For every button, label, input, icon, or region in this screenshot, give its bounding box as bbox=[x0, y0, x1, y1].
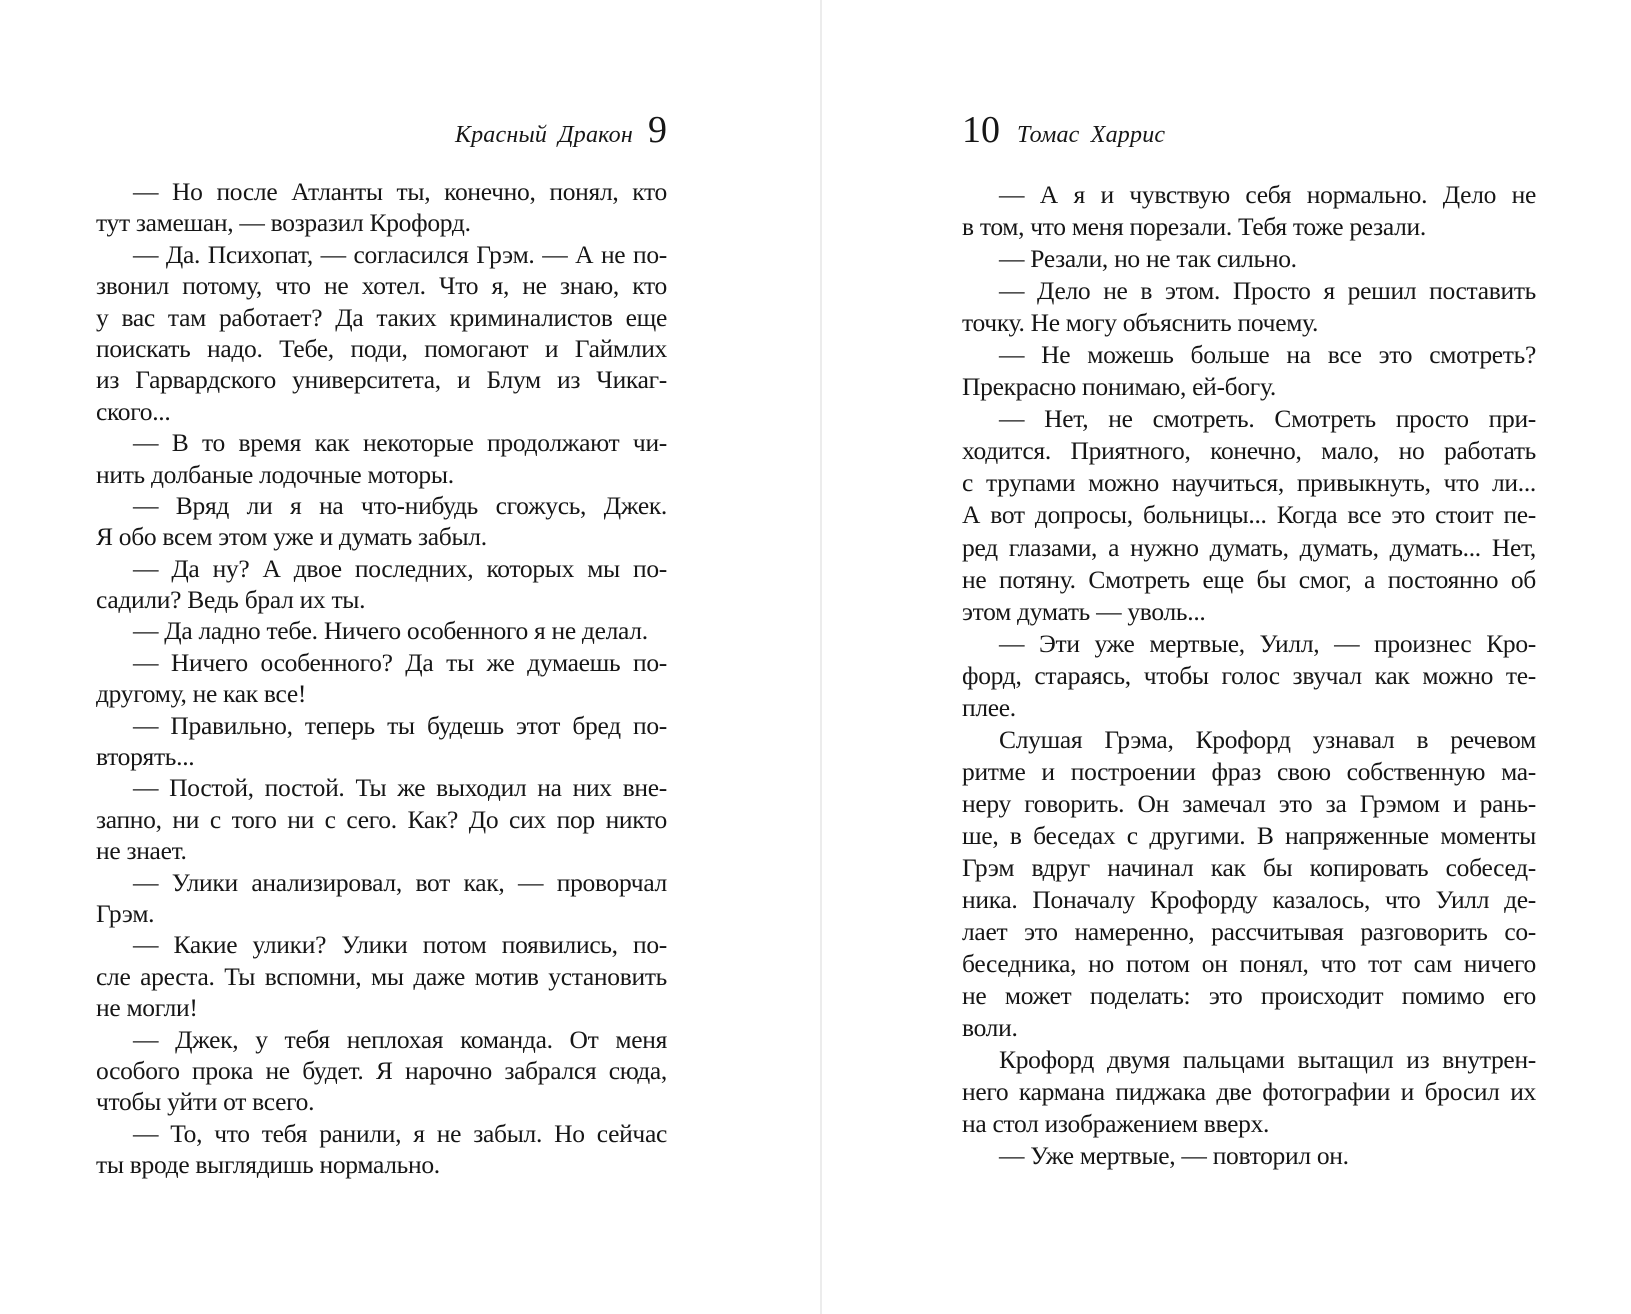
text-line: ред глазами, а нужно думать, думать, думать... Нет, bbox=[962, 532, 1536, 562]
text-line: неру говорить. Он замечал это за Грэмом и рань- bbox=[962, 788, 1536, 818]
text-line: не потяну. Смотреть еще бы смог, а постоянно об bbox=[962, 564, 1536, 594]
text-line: лает это намеренно, рассчитывая разговорить со- bbox=[962, 917, 1536, 947]
text-line: тут замешан, — возразил Крофорд. bbox=[96, 208, 471, 238]
text-line: Слушая Грэма, Крофорд узнавал в речевом bbox=[999, 724, 1536, 754]
text-line: Прекрасно понимаю, ей-богу. bbox=[962, 372, 1276, 402]
text-line: — А я и чувствую себя нормально. Дело не bbox=[999, 180, 1536, 209]
text-line: — Эти уже мертвые, Уилл, — произнес Кро- bbox=[999, 628, 1536, 658]
text-line: ского... bbox=[96, 396, 171, 426]
running-head-right bbox=[962, 111, 1536, 157]
text-line: — Какие улики? Улики потом появились, по- bbox=[133, 930, 667, 960]
page-number: 10 bbox=[962, 109, 1000, 151]
text-line: ше, в беседах с другими. В напряженные моменты bbox=[962, 820, 1536, 850]
text-line: — В то время как некоторые продолжают чи- bbox=[133, 428, 667, 458]
text-line: ритме и построении фраз свою собственную ма- bbox=[962, 756, 1536, 786]
text-line: Я обо всем этом уже и думать забыл. bbox=[96, 522, 487, 552]
text-line: у вас там работает? Да таких криминалистов еще bbox=[96, 302, 667, 332]
text-line: плее. bbox=[962, 692, 1016, 722]
text-line: Грэм. bbox=[96, 898, 155, 928]
text-line: — Вряд ли я на что-нибудь сгожусь, Джек. bbox=[133, 490, 667, 520]
text-line: — Постой, постой. Ты же выходил на них вне- bbox=[133, 773, 667, 803]
text-line: другому, не как все! bbox=[96, 679, 307, 709]
text-line: — Уже мертвые, — повторил он. bbox=[999, 1141, 1349, 1171]
text-line: с трупами можно научиться, привыкнуть, что ли... bbox=[962, 468, 1536, 498]
text-line: сле ареста. Ты вспомни, мы даже мотив установить bbox=[96, 961, 667, 991]
text-line: — Не можешь больше на все это смотреть? bbox=[999, 340, 1536, 370]
text-line: чтобы уйти от всего. bbox=[96, 1087, 315, 1117]
page-divider bbox=[820, 0, 822, 1314]
text-line: в том, что меня порезали. Тебя тоже резали. bbox=[962, 212, 1426, 242]
text-line: ты вроде выглядишь нормально. bbox=[96, 1150, 440, 1180]
text-line: нить долбаные лодочные моторы. bbox=[96, 459, 454, 489]
text-line: точку. Не могу объяснить почему. bbox=[962, 308, 1319, 338]
text-line: — Дело не в этом. Просто я решил поставить bbox=[999, 276, 1536, 306]
page-body-right bbox=[962, 179, 1536, 1172]
text-line: запно, ни с того ни с сего. Как? До сих пор никто bbox=[96, 804, 667, 834]
page-number: 9 bbox=[648, 109, 667, 151]
text-line: садили? Ведь брал их ты. bbox=[96, 585, 366, 615]
text-line: — Улики анализировал, вот как, — проворчал bbox=[133, 867, 667, 897]
text-line: — Да. Психопат, — согласился Грэм. — А не по- bbox=[133, 239, 667, 269]
text-line: не знает. bbox=[96, 836, 187, 866]
text-line: — Резали, но не так сильно. bbox=[999, 244, 1297, 274]
text-line: воли. bbox=[962, 1013, 1018, 1043]
text-line: Грэм вдруг начинал как бы копировать собесед- bbox=[962, 852, 1536, 882]
text-line: — Да ну? А двое последних, которых мы по- bbox=[133, 553, 667, 583]
text-line: — Ничего особенного? Да ты же думаешь по- bbox=[133, 647, 667, 677]
text-line: форд, стараясь, чтобы голос звучал как можно те- bbox=[962, 660, 1536, 690]
text-line: — Правильно, теперь ты будешь этот бред по- bbox=[133, 710, 667, 740]
text-line: звонил потому, что не хотел. Что я, не знаю, кто bbox=[96, 271, 667, 301]
text-line: из Гарвардского университета, и Блум из Чикаг- bbox=[96, 365, 667, 395]
text-line: вторять... bbox=[96, 742, 195, 772]
running-head-left bbox=[96, 111, 667, 157]
text-line: — Джек, у тебя неплохая команда. От меня bbox=[133, 1024, 667, 1054]
text-line: ника. Поначалу Крофорду казалось, что Уилл де- bbox=[962, 885, 1536, 915]
text-line: — Нет, не смотреть. Смотреть просто при- bbox=[999, 404, 1536, 434]
text-line: не могли! bbox=[96, 993, 198, 1023]
text-line: не может поделать: это происходит помимо его bbox=[962, 981, 1536, 1011]
text-line: этом думать — уволь... bbox=[962, 596, 1206, 626]
text-line: — То, что тебя ранили, я не забыл. Но сейчас bbox=[133, 1118, 667, 1148]
text-line: него кармана пиджака две фотографии и бросил их bbox=[962, 1077, 1536, 1107]
text-line: Крофорд двумя пальцами вытащил из внутрен- bbox=[999, 1045, 1536, 1075]
page-left bbox=[96, 0, 667, 1314]
text-line: поискать надо. Тебе, поди, помогают и Гаймлих bbox=[96, 333, 667, 363]
text-line: — Но после Атланты ты, конечно, понял, кто bbox=[133, 177, 667, 206]
page-right bbox=[962, 0, 1536, 1314]
text-line: беседника, но потом он понял, что тот сам ничего bbox=[962, 949, 1536, 979]
text-line: особого прока не будет. Я нарочно забрался сюда, bbox=[96, 1055, 667, 1085]
text-line: А вот допросы, больницы... Когда все это стоит пе- bbox=[962, 500, 1536, 530]
text-line: ходится. Приятного, конечно, мало, но работать bbox=[962, 436, 1536, 466]
text-line: на стол изображением вверх. bbox=[962, 1109, 1270, 1139]
running-head-title: Томас Харрис bbox=[1017, 122, 1166, 148]
running-head-title: Красный Дракон bbox=[454, 122, 633, 148]
page-body-left bbox=[96, 176, 667, 1181]
text-line: — Да ладно тебе. Ничего особенного я не делал. bbox=[133, 616, 648, 646]
